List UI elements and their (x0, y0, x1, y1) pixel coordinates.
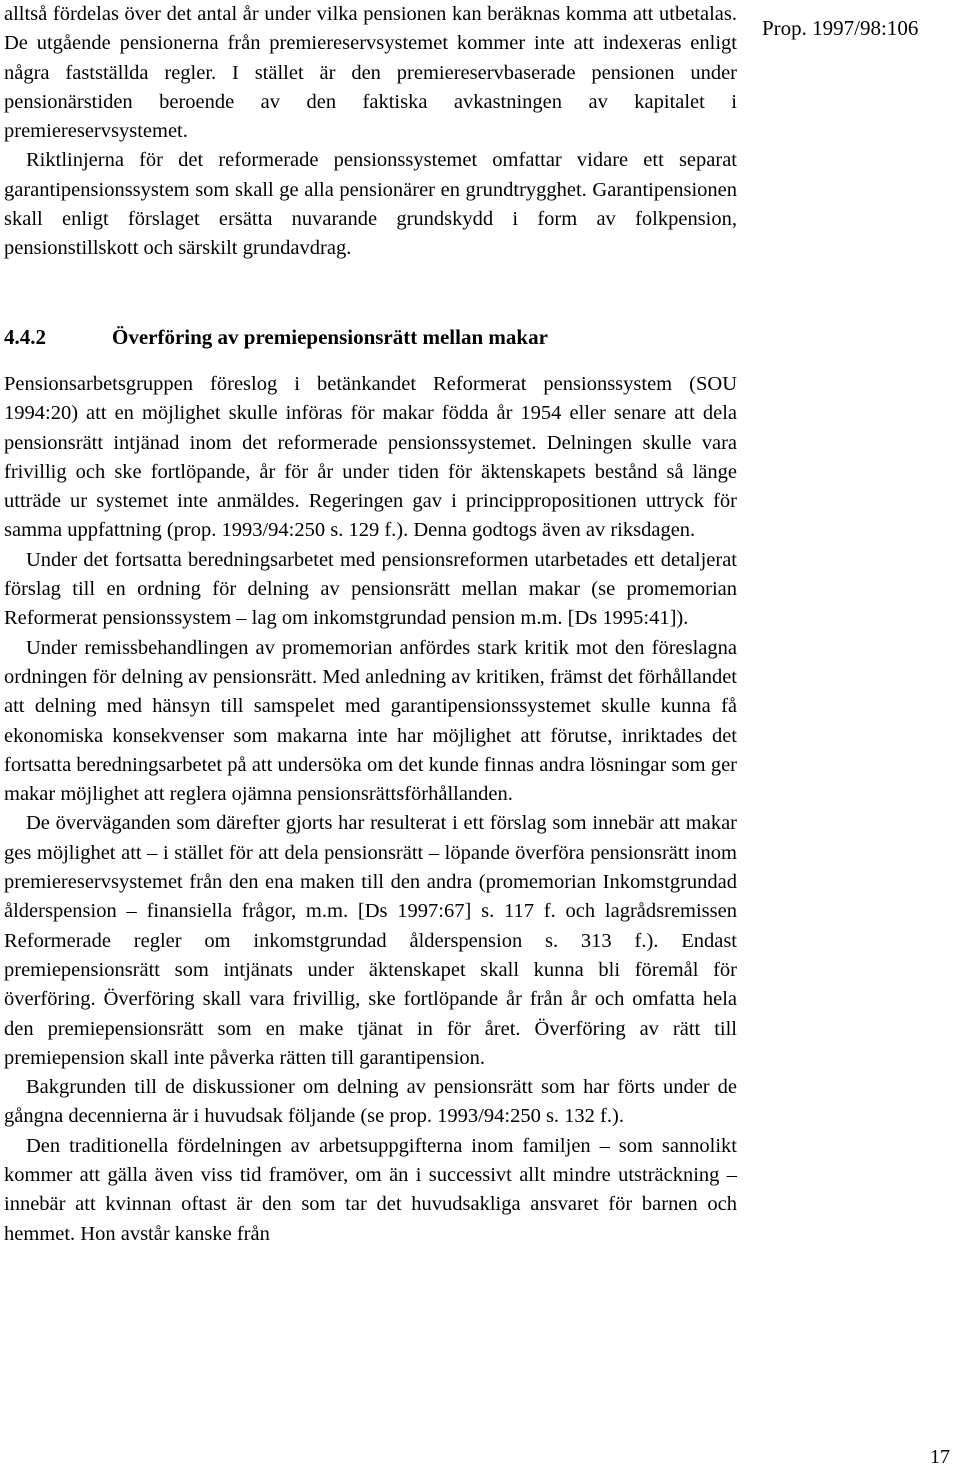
section-number: 4.4.2 (4, 325, 46, 349)
paragraph: Under det fortsatta beredningsarbetet med pensionsreformen utarbetades ett detaljerat förslag till en ordning för delning av pensionsrätt mellan makar (se promemorian Reformerat pensionssystem – lag om inkomstgrundad pension m.m. [Ds 1995:41]). (4, 548, 737, 630)
running-head: Prop. 1997/98:106 (762, 16, 919, 40)
paragraph: De överväganden som därefter gjorts har resulterat i ett förslag som innebär att makar ges möjlighet att – i stället för att dela pensionsrätt – löpande överföra pensionsrätt inom premiereservsystemet från den ena maken till den andra (promemorian Inkomstgrundad ålderspension – finansiella frågor, m.m. [Ds 1997:67] s. 117 f. och lagrådsremissen Reformerade regler om inkomstgrundad ålderspension s. 313 f.). Endast premiepensionsrätt som intjänats under äktenskapet skall kunna bli föremål för överföring. Överföring skall vara frivillig, ske fortlöpande år från år och omfatta hela den premiepensionsrätt som en make tjänat in för året. Överföring av rätt till premiepension skall inte påverka rätten till garantipension. (4, 812, 737, 1069)
page-number: 17 (930, 1446, 950, 1468)
paragraph: Bakgrunden till de diskussioner om delning av pensionsrätt som har förts under de gångna decennierna är i huvudsak följande (se prop. 1993/94:250 s. 132 f.). (4, 1076, 737, 1128)
section-title: Överföring av premiepensionsrätt mellan makar (112, 325, 548, 349)
paragraph: Riktlinjerna för det reformerade pensionssystemet omfattar vidare ett separat garantipensionssystem som skall ge alla pensionärer en grundtrygghet. Garantipensionen skall enligt förslaget ersätta nuvarande grundskydd i form av folkpension, pensionstillskott och särskilt grundavdrag. (4, 149, 737, 260)
paragraph: Den traditionella fördelningen av arbetsuppgifterna inom familjen – som sannolikt kommer att gälla även viss tid framöver, om än i successivt allt mindre utsträckning – innebär att kvinnan oftast är den som tar det huvudsakliga ansvaret för barnen och hemmet. Hon avstår kanske från (4, 1134, 737, 1245)
intro-text (4, 0, 737, 264)
paragraph: alltså fördelas över det antal år under vilka pensionen kan beräknas komma att utbetalas. De utgående pensionerna från premiereservsystemet kommer inte att indexeras enligt några fastställda regler. I stället är den premiereservbaserade pensionen under pensionärstiden beroende av den faktiska avkastningen av kapitalet i premiereservsystemet. (4, 3, 737, 143)
paragraph: Pensionsarbetsgruppen föreslog i betänkandet Reformerat pensionssystem (SOU 1994:20) att en möjlighet skulle införas för makar födda år 1954 eller senare att dela pensionsrätt intjänad inom det reformerade pensionssystemet. Delningen skulle vara frivillig och ske fortlöpande, år för år under tiden för äktenskapets bestånd så länge utträde ur systemet inte anmäldes. Regeringen gav i princippropositionen uttryck för samma uppfattning (prop. 1993/94:250 s. 129 f.). Denna godtogs även av riksdagen. (4, 373, 737, 542)
section-body (4, 370, 737, 1249)
paragraph: Under remissbehandlingen av promemorian anfördes stark kritik mot den föreslagna ordningen för delning av pensionsrätt. Med anledning av kritiken, främst det förhållandet att delning med hänsyn till samspelet med garantipensionssystemet skulle kunna få ekonomiska konsekvenser som makarna inte har möjlighet att förutse, inriktades det fortsatta beredningsarbetet på att undersöka om det kunde finnas andra lösningar som ger makar möjlighet att reglera ojämna pensionsrättsförhållanden. (4, 636, 737, 806)
section-heading (4, 323, 737, 352)
